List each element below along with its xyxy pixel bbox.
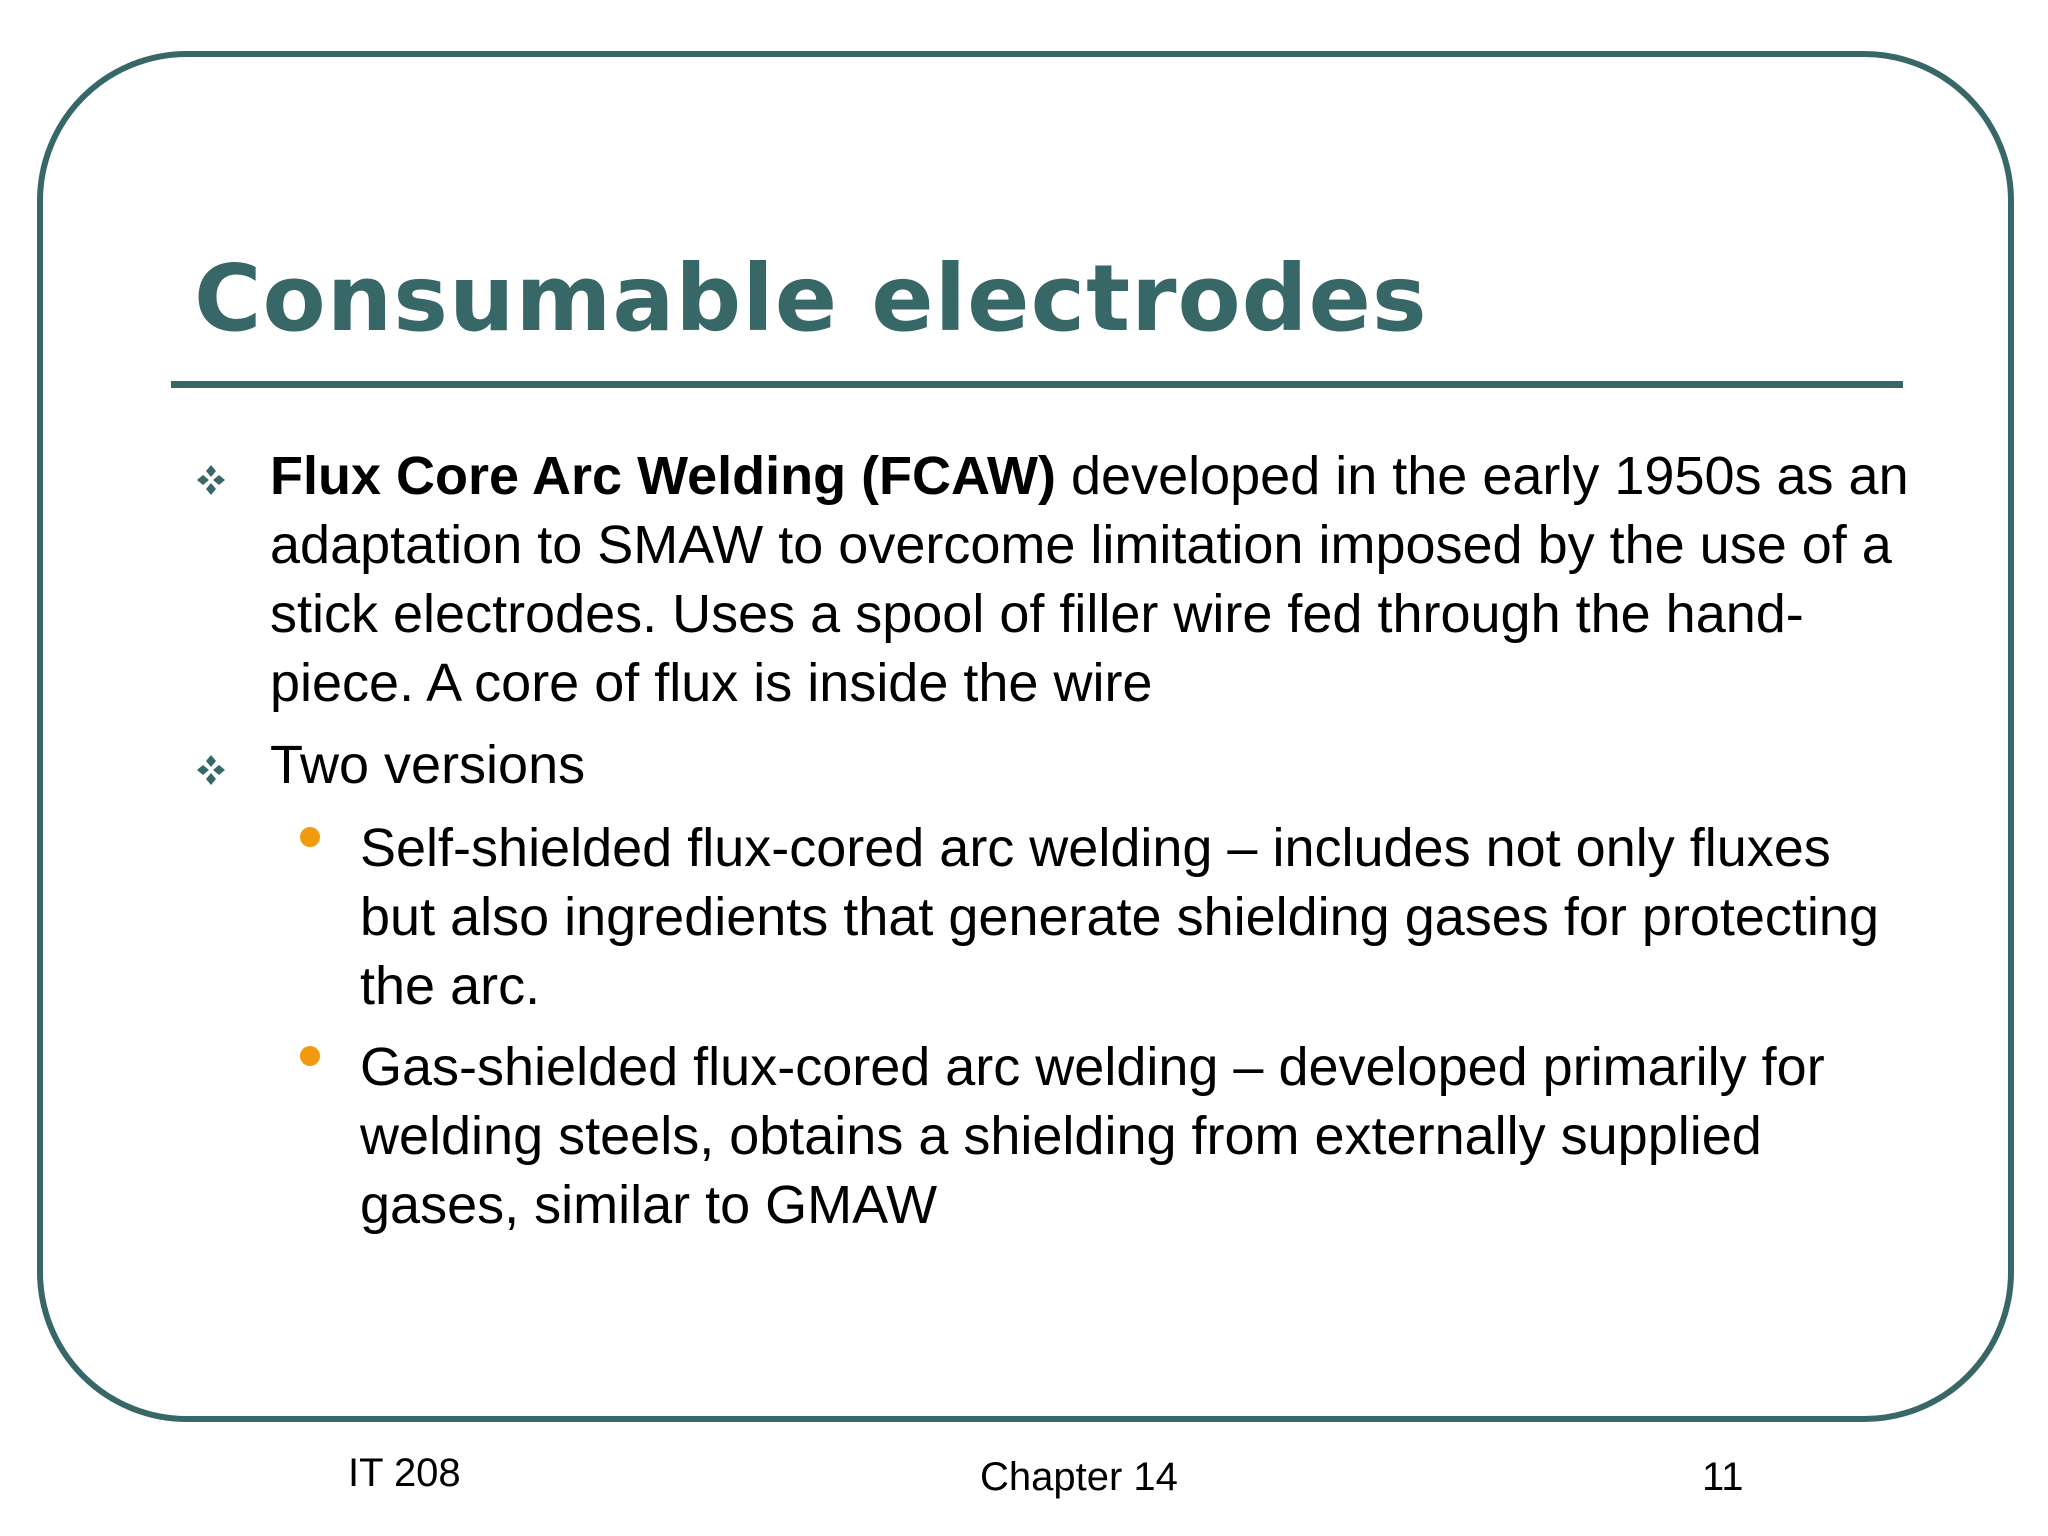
bullet-two-versions: Two versions	[270, 735, 586, 795]
footer-page-number: 11	[1702, 1455, 1744, 1499]
sub-bullet-gas-shielded: Gas-shielded flux-cored arc welding – developed primarily for welding steels, obtains a shielding from externally supplied gases, similar to GMAW	[360, 1037, 1825, 1235]
bullet-fcaw-term: Flux Core Arc Welding (FCAW)	[270, 446, 1057, 506]
bullet-fcaw-text: developed in the early 1950s as an adaptation to SMAW to overcome limitation imposed by the use of a stick electrodes. Uses a spool of filler wire fed through the hand-piece. A core of flux is inside the wire	[270, 446, 1909, 713]
diamond-bullet-icon	[194, 463, 228, 497]
dot-bullet-icon	[300, 827, 320, 847]
diamond-bullet-icon	[194, 753, 228, 787]
title-underline	[171, 381, 1903, 388]
footer-chapter: Chapter 14	[980, 1455, 1178, 1499]
dot-bullet-icon	[300, 1046, 320, 1066]
footer-course: IT 208	[348, 1451, 461, 1495]
sub-bullet-self-shielded: Self-shielded flux-cored arc welding – includes not only fluxes but also ingredients that generate shielding gases for protecting the arc.	[360, 818, 1879, 1016]
slide-title: Consumable electrodes	[194, 245, 1428, 352]
bullet-fcaw	[270, 442, 1910, 718]
